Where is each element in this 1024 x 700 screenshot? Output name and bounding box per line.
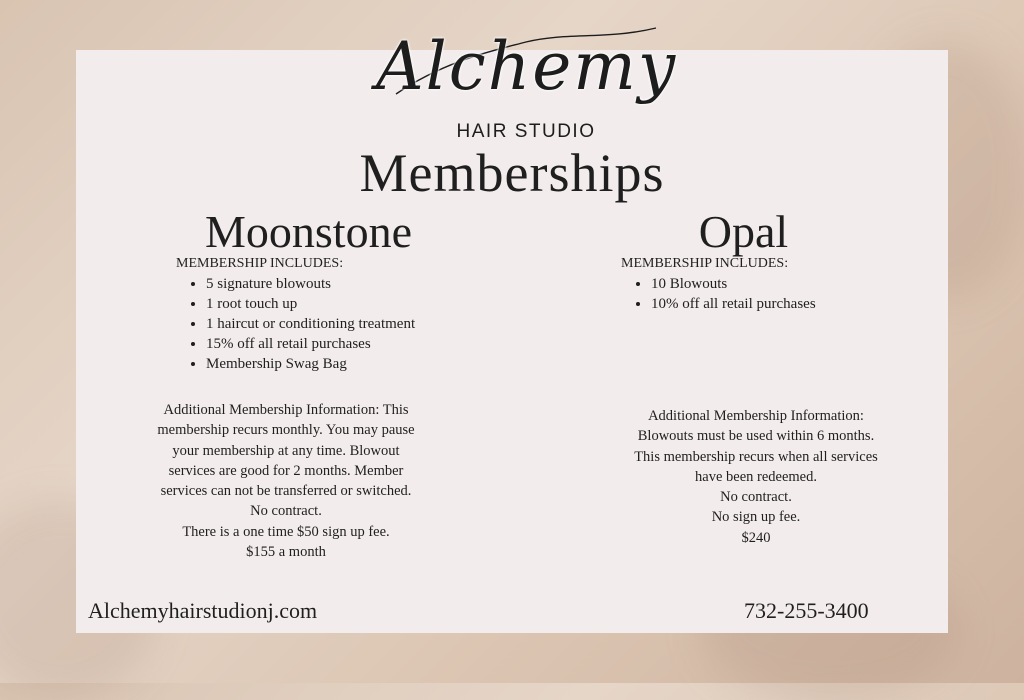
info-line: membership recurs monthly. You may pause [157,422,415,439]
page-title: Memberships [359,143,665,203]
list-item: • 10 Blowouts [651,274,921,294]
list-item: • 1 haircut or conditioning treatment [206,314,481,334]
list-item: • 5 signature blowouts [206,274,481,294]
info-line: your membership at any time. Blowout [172,442,400,459]
includes-label: MEMBERSHIP INCLUDES: [621,256,789,271]
info-line: Blowouts must be used within 6 months. [637,428,875,445]
price: $155 a month [246,544,326,561]
brand-name: Alchemy [376,28,678,105]
list-item: • 15% off all retail purchases [206,334,481,354]
price: $240 [741,529,771,546]
list-item: • Membership Swag Bag [206,354,481,374]
info-line: services are good for 2 months. Member [168,462,404,479]
info-line: This membership recurs when all services [634,448,878,465]
includes-label: MEMBERSHIP INCLUDES: [176,256,344,271]
tier-moonstone [136,205,481,374]
tier-name: Opal [698,206,789,257]
membership-card [76,28,948,633]
info-line: No contract. [250,503,322,520]
info-line: Additional Membership Information: [648,408,864,424]
opal-info [596,406,916,548]
tier-name: Moonstone [205,206,412,257]
info-line: Additional Membership Information: This [163,402,409,418]
moonstone-info [106,400,466,562]
info-line: No contract. [720,489,792,506]
info-line: No sign up fee. [711,509,801,526]
tier-opal [591,205,921,314]
info-line: have been redeemed. [695,468,817,485]
info-line: services can not be transferred or switched. [160,483,412,500]
benefits-list [176,274,481,374]
website-link[interactable]: Alchemyhairstudionj.com [88,598,318,623]
list-item: • 10% off all retail purchases [651,294,921,314]
info-line: There is a one time $50 sign up fee. [182,523,390,540]
list-item: • 1 root touch up [206,294,481,314]
benefits-list [621,274,921,314]
phone-number[interactable]: 732-255-3400 [744,598,869,623]
brand-subtitle: HAIR STUDIO [456,121,596,142]
